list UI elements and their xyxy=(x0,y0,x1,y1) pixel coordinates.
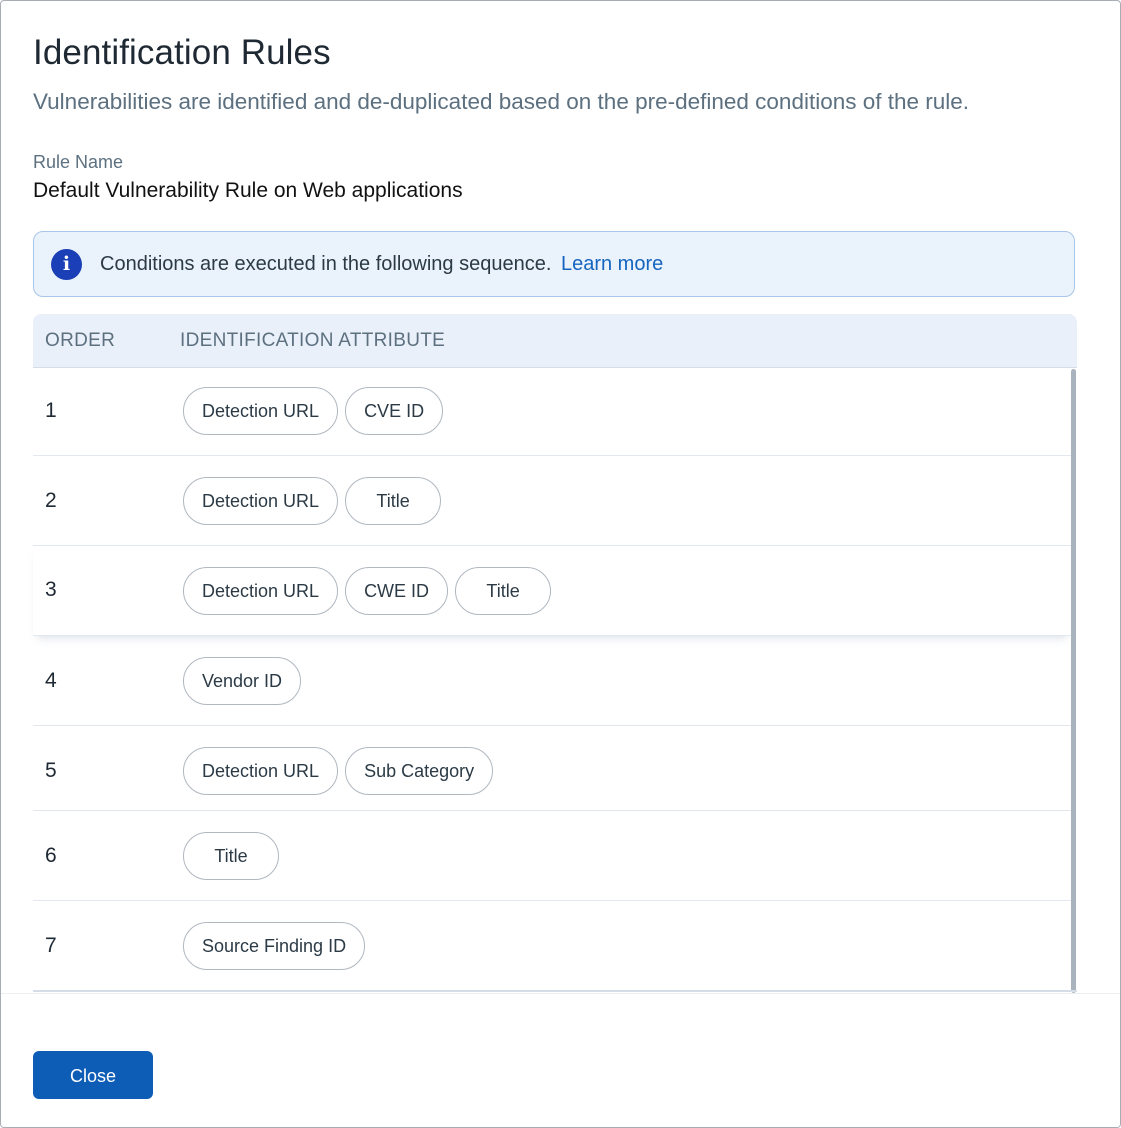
attribute-chip: Source Finding ID xyxy=(183,922,365,970)
attribute-chips xyxy=(183,922,365,970)
attribute-chips xyxy=(183,567,551,615)
dialog-subtitle: Vulnerabilities are identified and de-duplicated based on the pre-defined conditions of the rule. xyxy=(33,89,970,114)
table-header xyxy=(33,314,1077,368)
learn-more-link[interactable]: Learn more xyxy=(560,253,664,275)
column-header-identification-attribute: IDENTIFICATION ATTRIBUTE xyxy=(180,330,446,351)
row-order: 5 xyxy=(45,759,57,782)
attribute-chip: Title xyxy=(455,567,551,615)
table-row xyxy=(33,368,1071,456)
row-order: 7 xyxy=(45,934,57,957)
attribute-chip: Title xyxy=(345,477,441,525)
row-order: 2 xyxy=(45,489,57,512)
attribute-chips xyxy=(183,657,301,705)
attribute-chips xyxy=(183,387,443,435)
table-bottom-divider xyxy=(33,990,1077,992)
table-scrollbar[interactable] xyxy=(1071,369,1076,993)
attribute-chip: CWE ID xyxy=(345,567,448,615)
row-order: 4 xyxy=(45,669,57,692)
row-order: 6 xyxy=(45,844,57,867)
attribute-chip: Detection URL xyxy=(183,747,338,795)
attribute-chips xyxy=(183,832,279,880)
dialog-footer xyxy=(1,993,1120,1128)
info-banner xyxy=(33,231,1075,297)
attribute-chip: Title xyxy=(183,832,279,880)
attribute-chip: Detection URL xyxy=(183,567,338,615)
attribute-chip: Vendor ID xyxy=(183,657,301,705)
table-row xyxy=(33,636,1071,726)
attribute-chips xyxy=(183,477,441,525)
table-row xyxy=(33,811,1071,901)
dialog-title: Identification Rules xyxy=(33,33,331,72)
table-row xyxy=(33,546,1071,636)
column-header-order: ORDER xyxy=(45,330,116,351)
info-icon: i xyxy=(51,249,82,280)
close-button[interactable]: Close xyxy=(33,1051,153,1099)
info-banner-text xyxy=(100,253,663,276)
rule-name-value: Default Vulnerability Rule on Web applications xyxy=(33,179,463,202)
attribute-chip: Detection URL xyxy=(183,477,338,525)
attribute-chip: Sub Category xyxy=(345,747,493,795)
info-message: Conditions are executed in the following sequence. xyxy=(100,253,552,275)
row-order: 3 xyxy=(45,578,57,601)
table-row xyxy=(33,901,1071,990)
table-body xyxy=(33,368,1077,991)
table-row xyxy=(33,726,1071,811)
row-order: 1 xyxy=(45,399,57,422)
attribute-chip: Detection URL xyxy=(183,387,338,435)
attribute-chip: CVE ID xyxy=(345,387,443,435)
attribute-chips xyxy=(183,747,493,795)
rule-name-label: Rule Name xyxy=(33,152,124,172)
table-row xyxy=(33,456,1071,546)
